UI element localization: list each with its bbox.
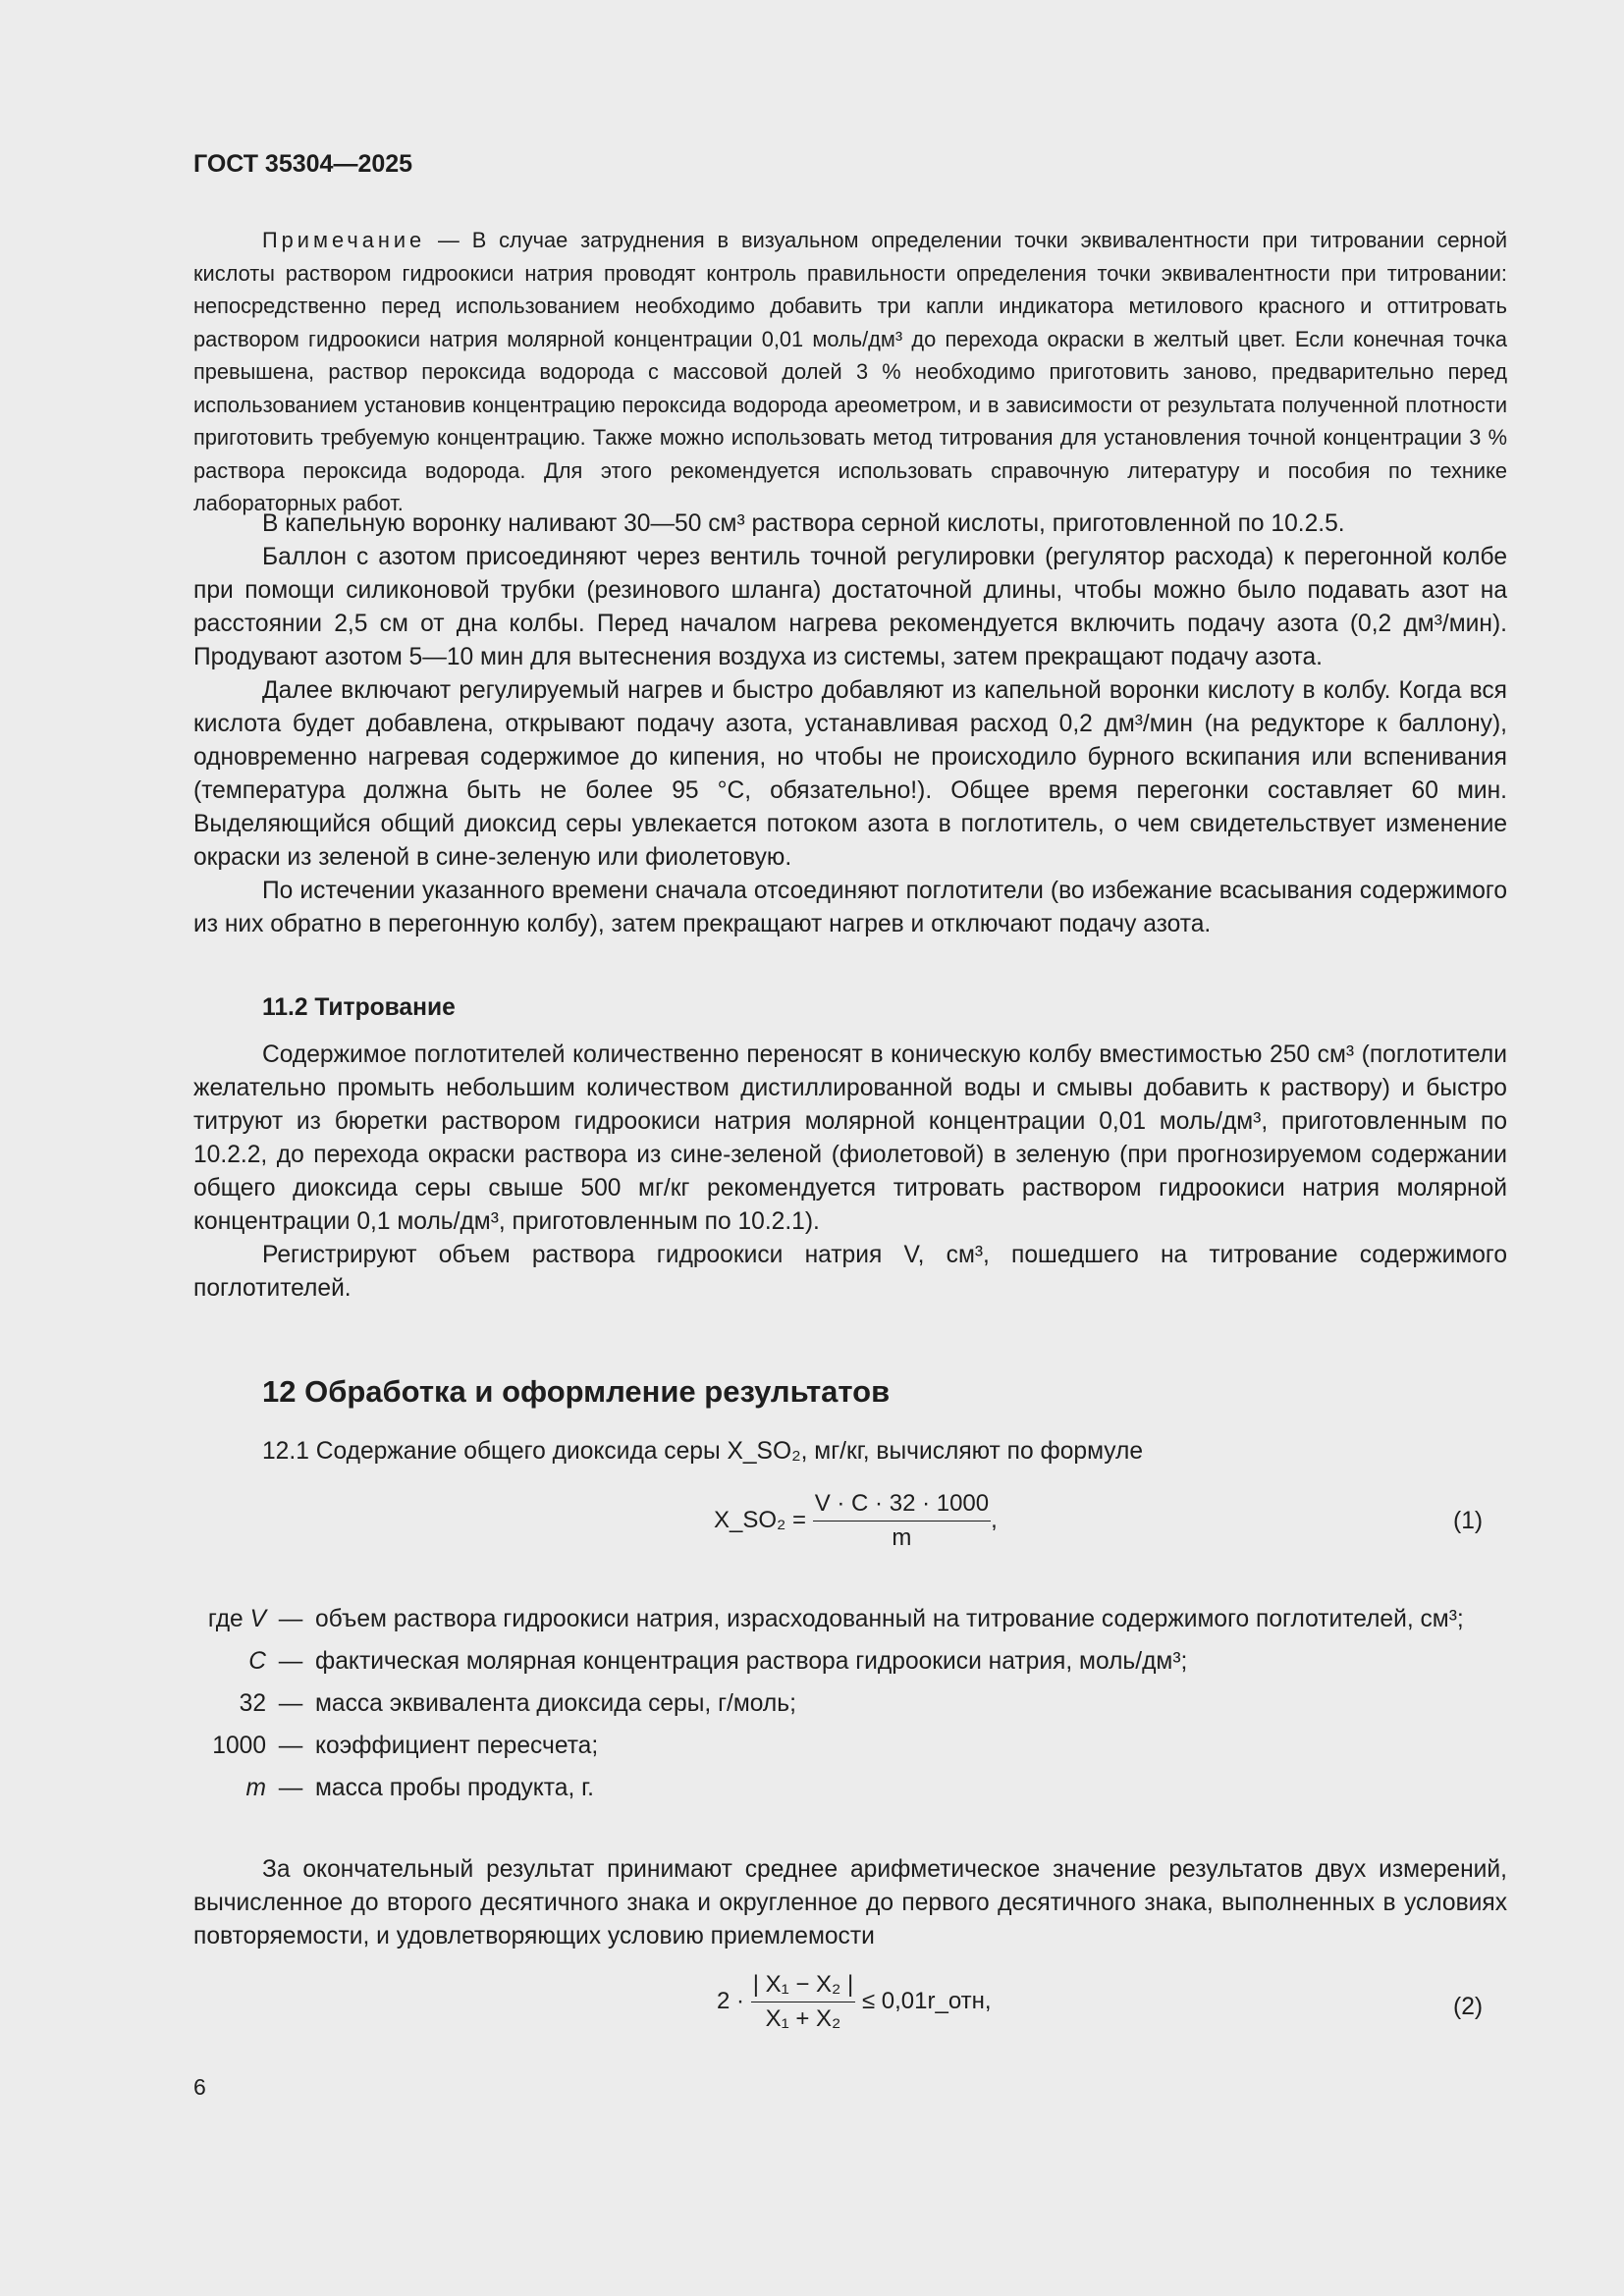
equation-number-1: (1) [1453,1508,1484,1534]
definition-text: коэффициент пересчета; [315,1733,599,1759]
equation-number-2: (2) [1453,1994,1484,2020]
formula-fraction [751,1971,856,2033]
formula-prefix: 2 · [717,1987,745,2014]
definition-row: 1000 — коэффициент пересчета; [193,1730,1507,1763]
titration-body [193,1039,1507,1306]
paragraph: Далее включают регулируемый нагрев и быстро добавляют из капельной воронки кислоту в колбу. Когда вся кислота будет добавлена, открывают подачу азота, устанавливая расход 0,2 дм³/мин (на редукторе к баллону), одновременно нагревая содержимое до кипения, но чтобы не происходило бурного вскипания или вспенивания (температура должна быть не более 95 °С, обязательно!). Общее время перегонки составляет 60 мин. Выделяющийся общий диоксид серы увлекается потоком азота в поглотитель, о чем свидетельствует изменение окраски из зеленой в сине-зеленую или фиолетовую. [193,677,1507,871]
note-text: — В случае затруднения в визуальном определении точки эквивалентности при титровании серной кислоты раствором гидроокиси натрия проводят контроль правильности определения точки эквивалентности при титровании: непосредственно перед использованием необходимо добавить три капли индикатора метилового красного и оттитровать раствором гидроокиси натрия молярной концентрации 0,01 моль/дм³ до перехода окраски в желтый цвет. Если конечная точка превышена, раствор пероксида водорода с массовой долей 3 % необходимо приготовить заново, предварительно перед использованием установив концентрацию пероксида водорода ареометром, и в зависимости от результата полученной плотности приготовить требуемую концентрацию. Также можно использовать метод титрования для установления точной концентрации 3 % раствора пероксида водорода. Для этого рекомендуется использовать справочную литературу и пособия по технике лабораторных работ. [193,228,1507,515]
formula-lhs: X_SO₂ [714,1506,786,1533]
paragraph-12-1: 12.1 Содержание общего диоксида серы X_SO₂, мг/кг, вычисляют по формуле [262,1438,1144,1465]
definition-text: масса эквивалента диоксида серы, г/моль; [315,1690,796,1717]
definition-row: m — масса пробы продукта, г. [193,1772,1507,1805]
formula-fraction [813,1490,991,1552]
section-heading-11-2: 11.2 Титрование [262,994,456,1021]
definition-symbol: m [245,1775,266,1801]
definition-row: 32 — масса эквивалента диоксида серы, г/моль; [193,1687,1507,1721]
definition-symbol: C [248,1648,266,1675]
formula-numerator: | X₁ − X₂ | [751,1971,856,2002]
paragraph: По истечении указанного времени сначала отсоединяют поглотители (во избежание всасывания содержимого из них обратно в перегонную колбу), затем прекращают нагрев и отключают подачу азота. [193,878,1507,937]
note-block [193,224,1507,520]
definition-symbol: 32 [239,1690,266,1717]
paragraph: Регистрируют объем раствора гидроокиси натрия V, см³, пошедшего на титрование содержимого поглотителей. [193,1242,1507,1302]
definition-symbol: 1000 [212,1733,266,1759]
distillation-body [193,507,1507,941]
paragraph: Баллон с азотом присоединяют через вентиль точной регулировки (регулятор расхода) к перегонной колбе при помощи силиконовой трубки (резинового шланга) достаточной длины, чтобы можно было подавать азот на расстоянии 2,5 см от дна колбы. Перед началом нагрева рекомендуется включить подачу азота (0,2 дм³/мин). Продувают азотом 5—10 мин для вытеснения воздуха из системы, затем прекращают подачу азота. [193,544,1507,670]
definition-text: объем раствора гидроокиси натрия, израсходованный на титрование содержимого поглотителей, см³; [315,1606,1464,1632]
formula-rhs: ≤ 0,01r_отн, [861,1987,992,2014]
formula-numerator: V · C · 32 · 1000 [813,1490,991,1522]
definition-symbol: V [249,1606,266,1632]
paragraph: В капельную воронку наливают 30—50 см³ раствора серной кислоты, приготовленной по 10.2.5. [262,510,1345,537]
definition-row: C — фактическая молярная концентрация раствора гидроокиси натрия, моль/дм³; [193,1645,1507,1679]
section-heading-12: 12 Обработка и оформление результатов [262,1374,891,1409]
formula-denominator: m [892,1524,912,1551]
final-result-paragraph: За окончательный результат принимают среднее арифметическое значение результатов двух измерений, вычисленное до второго десятичного знака и округленное до первого десятичного знака, выполненных в условиях повторяемости, и удовлетворяющих условию приемлемости [193,1856,1507,1949]
paragraph: Содержимое поглотителей количественно переносят в коническую колбу вместимостью 250 см³ (поглотители желательно промыть небольшим количеством дистиллированной воды и смывы добавить к раствору) и быстро титруют из бюретки раствором гидроокиси натрия молярной концентрации 0,01 моль/дм³, приготовленным по 10.2.2, до перехода окраски раствора из сине-зеленой (фиолетовой) в зеленую (при прогнозируемом содержании общего диоксида серы свыше 500 мг/кг рекомендуется титровать раствором гидроокиси натрия молярной концентрации 0,1 моль/дм³, приготовленным по 10.2.1). [193,1041,1507,1235]
formula-denominator: X₁ + X₂ [765,2005,841,2032]
note-label: Примечание [262,228,426,252]
definitions-list [193,1603,1507,1814]
where-label: где [207,1606,244,1632]
standard-header: ГОСТ 35304—2025 [193,150,413,178]
formula-1: X_SO₂ = $\frac{V \cdot C \cdot 32 \cdot 1000}{m}$ , [714,1490,998,1551]
page-number: 6 [193,2074,206,2100]
formula-2 [717,1971,992,2033]
definition-text: фактическая молярная концентрация раствора гидроокиси натрия, моль/дм³; [315,1648,1188,1675]
definition-text: масса пробы продукта, г. [315,1775,594,1801]
definition-row: где V — объем раствора гидроокиси натрия, израсходованный на титрование содержимого поглотителей, см³; [193,1603,1507,1636]
